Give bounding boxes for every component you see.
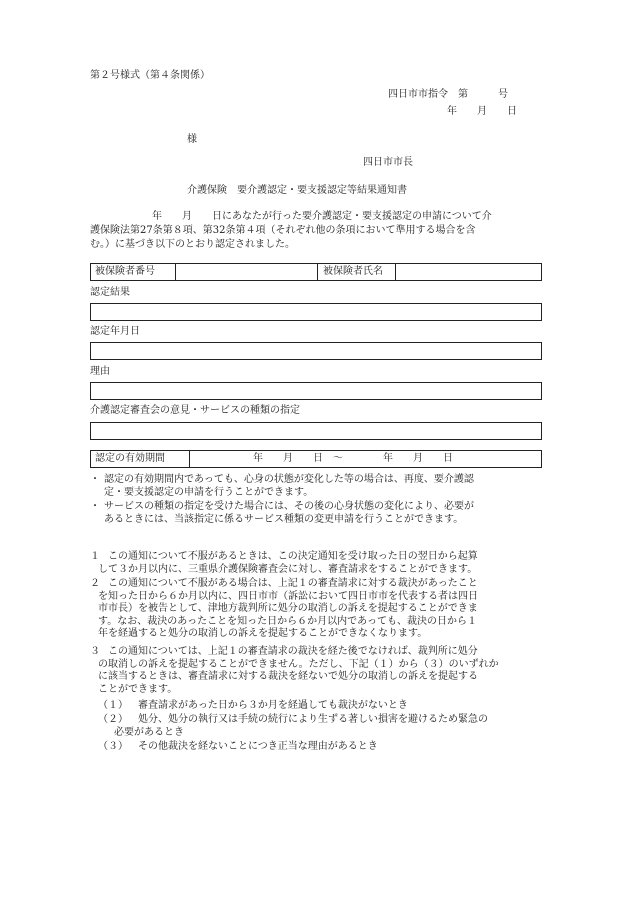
item-number: ２	[90, 578, 100, 589]
opinion-field[interactable]	[90, 422, 542, 440]
intro-line-2: 護保険法第27条第８項、第32条第４項（それぞれ他の条項において準用する場合を含	[90, 225, 476, 236]
appeal-text: この通知について不服がある場合は、上記１の審査請求に対する裁決があったこと	[108, 578, 478, 589]
divider	[317, 264, 318, 280]
designation-number: 四日市市指令 第 号	[388, 89, 508, 100]
appeal-subitem-2	[98, 714, 560, 739]
appeal-subitem-1	[98, 700, 560, 713]
appeal-text: 年を経過すると処分の取消しの訴えを提起することができなくなります。	[98, 628, 428, 639]
subitem-number: （３）	[98, 741, 128, 752]
addressee-honorific: 様	[187, 134, 197, 145]
appeal-text: ことができます。	[98, 683, 178, 695]
certification-date-field[interactable]	[90, 342, 542, 360]
insured-number-label: 被保険者番号	[95, 266, 155, 277]
insured-info-row	[90, 263, 542, 281]
form-number: 第２号様式（第４条関係）	[90, 70, 210, 81]
subitem-number: （２）	[98, 714, 128, 725]
subitem-text: その他裁決を経ないことにつき正当な理由があるとき	[138, 741, 378, 752]
certification-date-label: 認定年月日	[90, 326, 140, 337]
intro-line-3: む。）に基づき以下のとおり認定されました。	[90, 239, 295, 250]
appeal-text: を知った日から６か月以内に、四日市市（訴訟において四日市市を代表する者は四日	[98, 590, 478, 602]
note-text: サービスの種類の指定を受けた場合には、その後の心身状態の変化により、必要が	[104, 501, 474, 512]
divider	[189, 451, 190, 467]
divider	[175, 264, 176, 280]
appeal-text: 市市長）を被告として、津地方裁判所に処分の取消しの訴えを提起することができま	[98, 603, 478, 614]
divider	[395, 264, 396, 280]
subitem-text: 必要があるとき	[114, 726, 184, 738]
reason-field[interactable]	[90, 382, 542, 400]
insured-name-label: 被保険者氏名	[323, 266, 383, 277]
appeal-text: この通知については、上記１の審査請求の裁決を経た後でなければ、裁判所に処分	[108, 646, 478, 657]
note-text: あるときには、当該指定に係るサービス種類の変更申請を行うことができます。	[104, 513, 464, 525]
result-field[interactable]	[90, 303, 542, 321]
bullet-mark: ・	[90, 474, 100, 485]
validity-period-range: 年 月 日 〜 年 月 日	[253, 453, 453, 464]
item-number: １	[90, 551, 100, 562]
item-number: ３	[90, 646, 100, 657]
note-item	[90, 474, 560, 499]
subitem-text: 処分、処分の執行又は手続の続行により生ずる著しい損害を避けるため緊急の	[138, 714, 488, 725]
subitem-number: （１）	[98, 700, 128, 711]
issuer-name: 四日市市長	[363, 157, 413, 168]
note-item	[90, 501, 560, 526]
document-title: 介護保険 要介護認定・要支援認定等結果通知書	[187, 185, 407, 196]
appeal-text: の取消しの訴えを提起することができません。ただし、下記（１）から（３）のいずれか	[98, 658, 499, 670]
validity-period-label: 認定の有効期間	[95, 453, 165, 464]
appeal-text: す。なお、裁決のあったことを知った日から６か月以内であっても、裁決の日から１	[98, 615, 477, 627]
subitem-text: 審査請求があった日から３か月を経過しても裁決がないとき	[138, 700, 408, 711]
result-label: 認定結果	[90, 287, 130, 298]
appeal-item-2	[90, 578, 560, 641]
note-text: 認定の有効期間内であっても、心身の状態が変化した等の場合は、再度、要介護認	[104, 474, 474, 485]
validity-period-row	[90, 450, 542, 468]
appeal-item-1	[90, 551, 560, 576]
intro-line-1: 年 月 日にあなたが行った要介護認定・要支援認定の申請について介	[152, 211, 492, 222]
issue-date: 年 月 日	[447, 106, 517, 117]
appeal-text: して３か月以内に、三重県介護保険審査会に対し、審査請求をすることができます。	[98, 563, 478, 575]
appeal-subitem-3	[98, 741, 560, 754]
bullet-mark: ・	[90, 501, 100, 512]
opinion-label: 介護認定審査会の意見・サービスの種類の指定	[90, 405, 300, 416]
appeal-text: この通知について不服があるときは、この決定通知を受け取った日の翌日から起算	[108, 551, 478, 562]
appeal-text: に該当するときは、審査請求に対する裁決を経ないで処分の取消しの訴えを提起する	[98, 671, 478, 682]
reason-label: 理由	[90, 366, 110, 377]
appeal-item-3	[90, 646, 560, 696]
note-text: 定・要支援認定の申請を行うことができます。	[104, 486, 314, 498]
